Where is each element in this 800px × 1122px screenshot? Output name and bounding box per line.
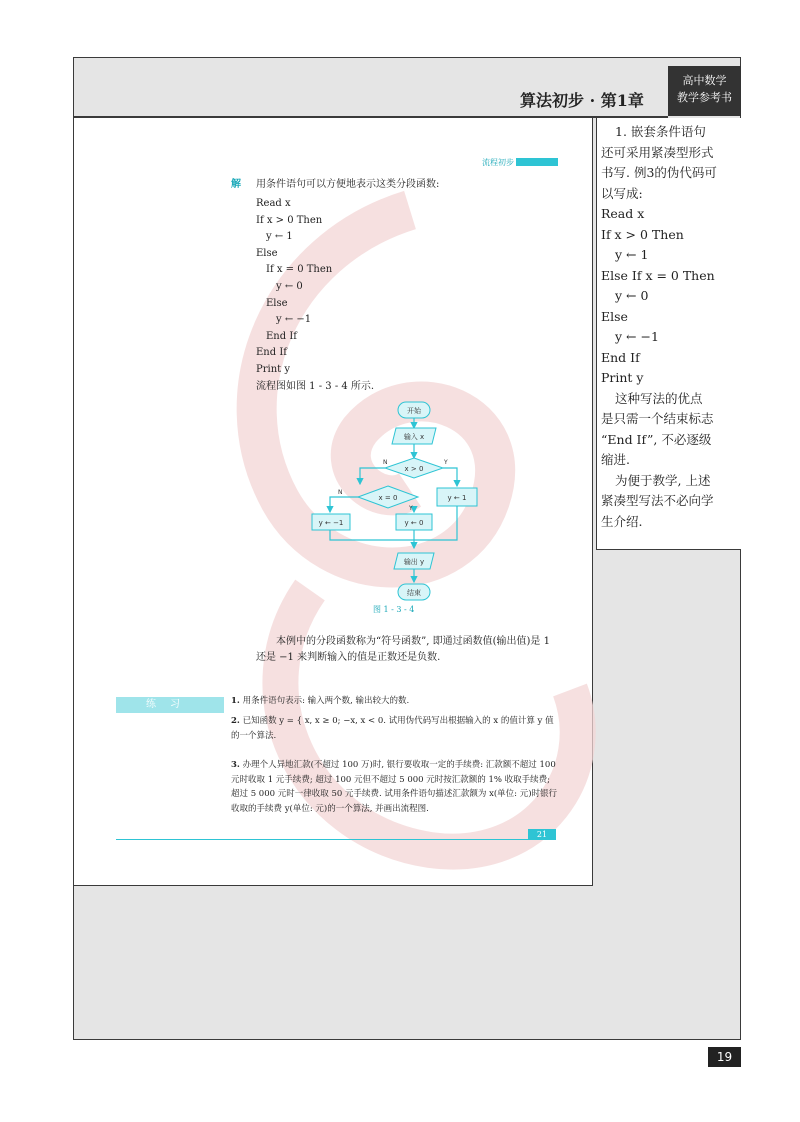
start-label: 开始 — [407, 407, 421, 415]
note-line: 还可采用紧凑型形式 — [601, 144, 714, 160]
exercise-number: 2. — [231, 716, 240, 726]
note-code-line: y ← 0 — [615, 288, 649, 303]
code-line: End If — [256, 347, 287, 359]
exercise-text: 办理个人异地汇款(不超过 100 万)时, 银行要收取一定的手续费: 汇款额不超过 100 元时收取 1 元手续费; 超过 100 元但不超过 5 000 元时按汇款额的 1% 收取手续费; 超过 5 000 元时一律收取 50 元手续费. 试用条件语句描述汇款额为 x(单位: 元)时银行收取的手续费 y(单位: 元)的一个算法, 并画出流程图. — [231, 760, 558, 814]
note-code-line: Print y — [601, 370, 644, 385]
note-line: 为便于教学, 上述 — [615, 472, 711, 488]
code-line: End If — [266, 330, 297, 342]
footer-rule — [116, 839, 556, 840]
page-number: 19 — [708, 1047, 741, 1067]
assign-positive-label: y ← 1 — [447, 494, 467, 502]
no-label: N — [338, 489, 343, 496]
code-line: Else — [256, 247, 278, 259]
code-line: Read x — [256, 198, 291, 209]
note-line: 缩进. — [601, 452, 630, 467]
pseudocode-block — [256, 196, 374, 395]
code-line: If x > 0 Then — [256, 214, 323, 226]
note-line: 生介绍. — [601, 513, 643, 529]
note-code-line: Else — [601, 308, 628, 324]
note-code-line: Else If x = 0 Then — [601, 267, 715, 283]
assign-negative-label: y ← −1 — [318, 519, 344, 527]
decision-zero-label: x = 0 — [378, 494, 398, 502]
exercise-number: 3. — [231, 760, 240, 770]
book-title-line2: 教学参考书 — [677, 91, 732, 104]
note-line: 以写成: — [601, 185, 643, 201]
note-code-line: End If — [601, 349, 640, 365]
exercise-number: 1. — [231, 696, 240, 706]
code-line: y ← 0 — [276, 280, 303, 292]
end-label: 结束 — [407, 589, 421, 597]
assign-zero-label: y ← 0 — [404, 519, 424, 527]
note-code-line: y ← −1 — [615, 329, 659, 344]
note-code-line: If x > 0 Then — [601, 226, 684, 242]
teacher-notes — [596, 118, 741, 550]
note-line: 书写. 例3的伪代码可 — [601, 165, 717, 180]
explanation-paragraph: 本例中的分段函数称为“符号函数”, 即通过函数值(输出值)是 1 还是 −1 来判断输入的值是正数还是负数. — [256, 636, 550, 663]
code-line: Print y — [256, 363, 290, 375]
input-label: 输入 x — [403, 433, 425, 441]
exercise-text: 已知函数 y = { x, x ≥ 0; −x, x < 0. 试用伪代码写出根据输入的 x 的值计算 y 值的一个算法. — [231, 716, 554, 741]
yes-label: Y — [444, 459, 448, 466]
corner-tag-bar — [516, 158, 558, 166]
exercise-text: 用条件语句表示: 输入两个数, 输出较大的数. — [242, 696, 410, 706]
flowchart — [300, 398, 500, 604]
note-line: 这种写法的优点 — [615, 390, 703, 406]
exercise-label: 练习 — [116, 697, 224, 713]
yes-label: Y — [409, 505, 413, 512]
output-label: 输出 y — [403, 558, 425, 566]
exercise-item — [231, 714, 561, 743]
exercise-item — [231, 758, 561, 816]
code-line: y ← −1 — [276, 314, 312, 326]
flow-reference: 流程图如图 1 - 3 - 4 所示. — [256, 380, 375, 392]
corner-tag: 流程初步 — [482, 158, 514, 167]
textbook-page-number: 21 — [528, 829, 556, 840]
no-label: N — [383, 459, 388, 466]
note-code-line: Read x — [601, 206, 645, 221]
solution-mark: 解 — [231, 179, 241, 190]
code-line: y ← 1 — [266, 231, 293, 243]
note-line: “End If”, 不必逐级 — [601, 431, 712, 447]
solution-text: 用条件语句可以方便地表示这类分段函数: — [256, 179, 440, 190]
code-line: Else — [266, 297, 288, 309]
note-code-line: y ← 1 — [615, 247, 649, 262]
book-title-line1: 高中数学 — [682, 74, 727, 87]
note-line: 是只需一个结束标志 — [601, 411, 714, 426]
book-title-box — [668, 66, 741, 116]
chapter-title: 算法初步 · 第1章 — [520, 91, 644, 110]
figure-caption: 图 1 - 3 - 4 — [373, 605, 415, 614]
note-line: 紧凑型写法不必向学 — [601, 493, 714, 508]
code-line: If x = 0 Then — [266, 264, 333, 276]
decision-positive-label: x > 0 — [404, 465, 424, 473]
exercise-item — [231, 694, 561, 709]
note-line: 1. 嵌套条件语句 — [615, 124, 706, 139]
